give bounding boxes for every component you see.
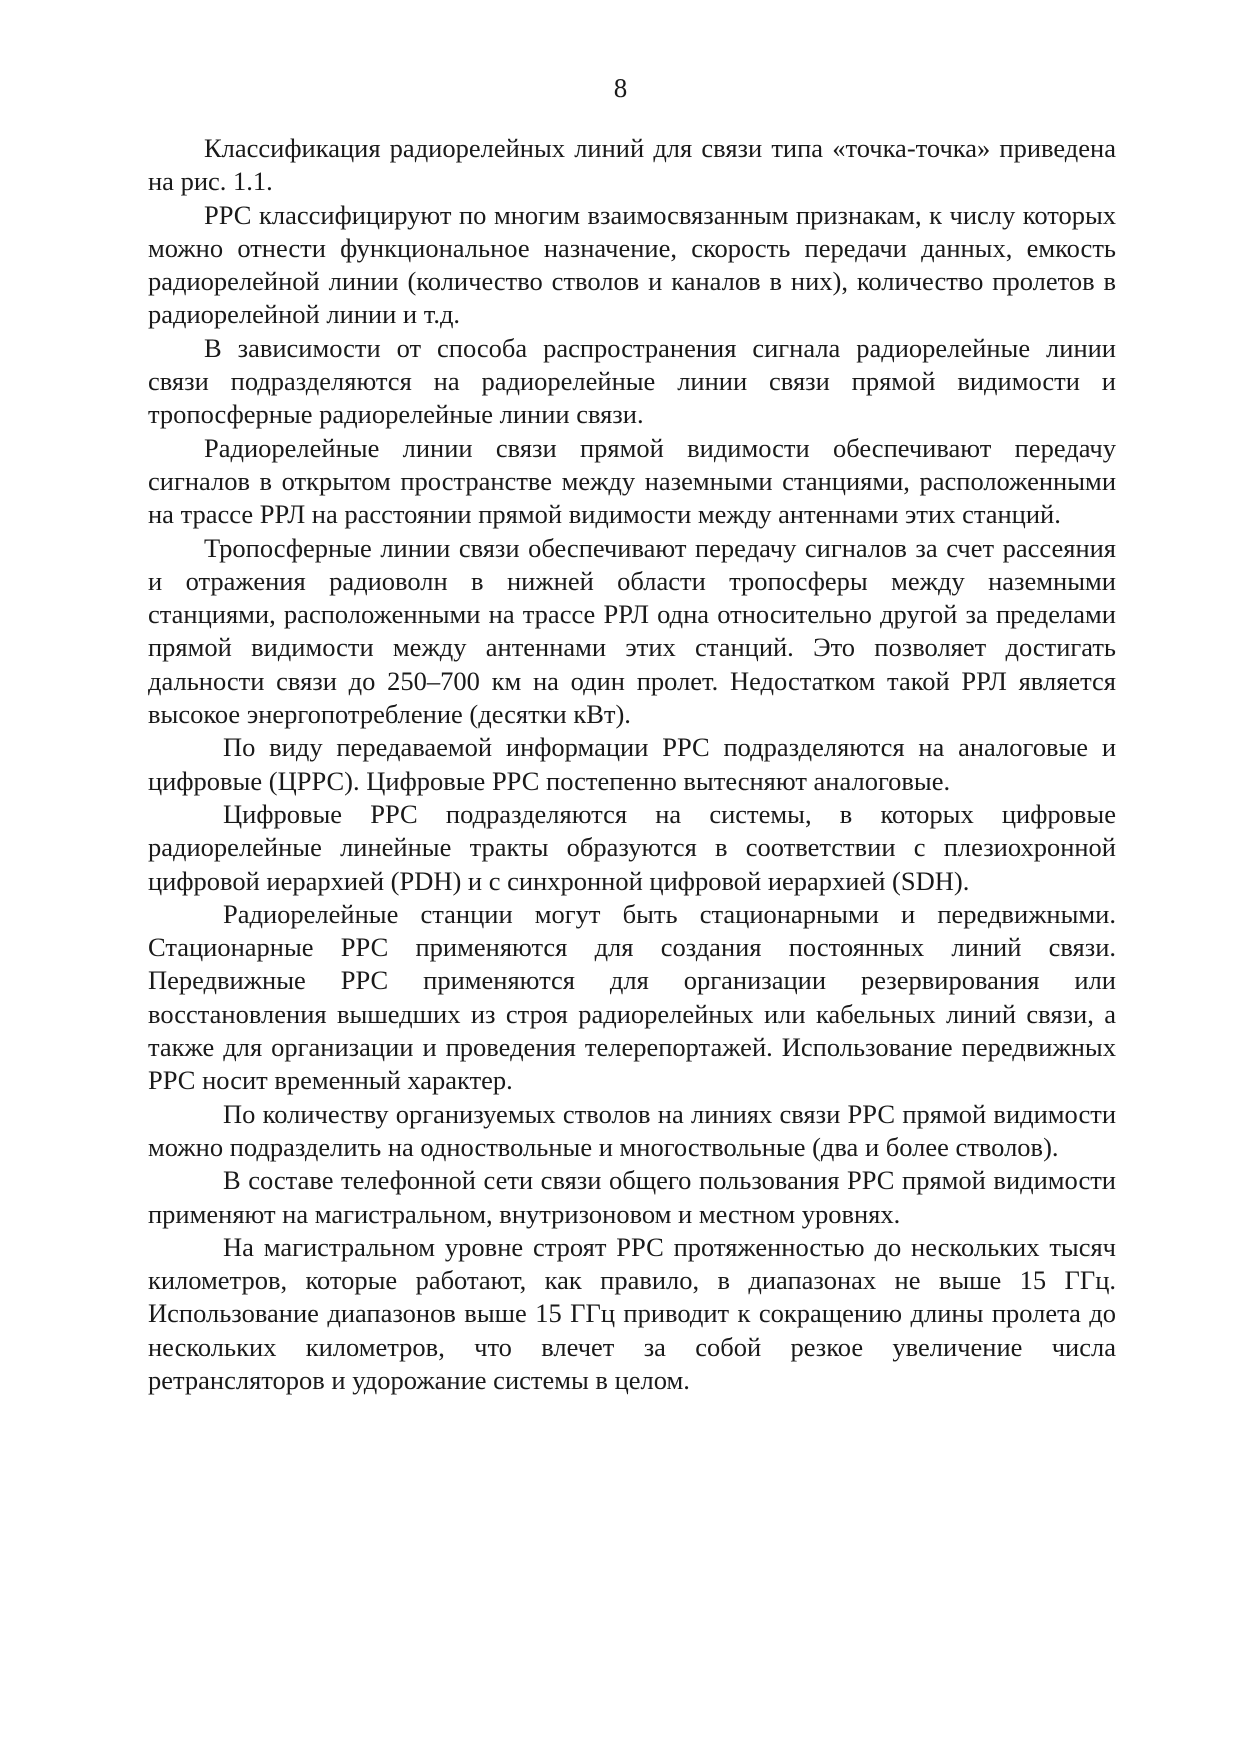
page-number: 8 bbox=[613, 73, 628, 103]
paragraph-rrs-features: РРС классифицируют по многим взаимосвязанным признакам, к числу которых можно отнести функциональное назначение, скорость передачи данных, емкость радиорелейной линии (количество стволов и каналов в них), количество пролетов в радиорелейной линии и т.д. bbox=[148, 199, 1116, 330]
paragraph-trunk-count: По количеству организуемых стволов на линиях связи РРС прямой видимости можно подразделить на одноствольные и многоствольные (два и более стволов). bbox=[148, 1098, 1116, 1162]
paragraph-analog-digital: По виду передаваемой информации РРС подразделяются на аналоговые и цифровые (ЦРРС). Цифровые РРС постепенно вытесняют аналоговые. bbox=[148, 732, 1116, 796]
body-text bbox=[148, 132, 1116, 1397]
paragraph-stationary-mobile: Радиорелейные станции могут быть стационарными и передвижными. Стационарные РРС применяются для создания постоянных линий связи. Передвижные РРС применяются для организации резервирования или восстановления вышедших из строя радиорелейных или кабельных линий связи, а также для организации и проведения телерепортажей. Использование передвижных РРС носит временный характер. bbox=[148, 898, 1116, 1096]
paragraph-pdh-sdh: Цифровые РРС подразделяются на системы, в которых цифровые радиорелейные линейные тракты образуются в соответствии с плезиохронной цифровой иерархией (PDH) и с синхронной цифровой иерархией (SDH). bbox=[148, 798, 1116, 896]
paragraph-propagation-types: В зависимости от способа распространения сигнала радиорелейные линии связи подразделяются на радиорелейные линии связи прямой видимости и тропосферные радиорелейные линии связи. bbox=[148, 332, 1116, 430]
paragraph-network-levels: В составе телефонной сети связи общего пользования РРС прямой видимости применяют на магистральном, внутризоновом и местном уровнях. bbox=[148, 1165, 1116, 1229]
paragraph-backbone-level: На магистральном уровне строят РРС протяженностью до нескольких тысяч километров, которые работают, как правило, в диапазонах не выше 15 ГГц. Использование диапазонов выше 15 ГГц приводит к сокращению длины пролета до нескольких километров, что влечет за собой резкое увеличение числа ретрансляторов и удорожание системы в целом. bbox=[148, 1231, 1116, 1395]
paragraph-tropospheric: Тропосферные линии связи обеспечивают передачу сигналов за счет рассеяния и отражения радиоволн в нижней области тропосферы между наземными станциями, расположенными на трассе РРЛ одна относительно другой за пределами прямой видимости между антеннами этих станций. Это позволяет достигать дальности связи до 250–700 км на один пролет. Недостатком такой РРЛ является высокое энергопотребление (десятки кВт). bbox=[148, 532, 1116, 730]
paragraph-classification-intro: Классификация радиорелейных линий для связи типа «точка-точка» приведена на рис. 1.1. bbox=[148, 133, 1116, 197]
paragraph-line-of-sight: Радиорелейные линии связи прямой видимости обеспечивают передачу сигналов в открытом пространстве между наземными станциями, расположенными на трассе РРЛ на расстоянии прямой видимости между антеннами этих станций. bbox=[148, 432, 1116, 530]
